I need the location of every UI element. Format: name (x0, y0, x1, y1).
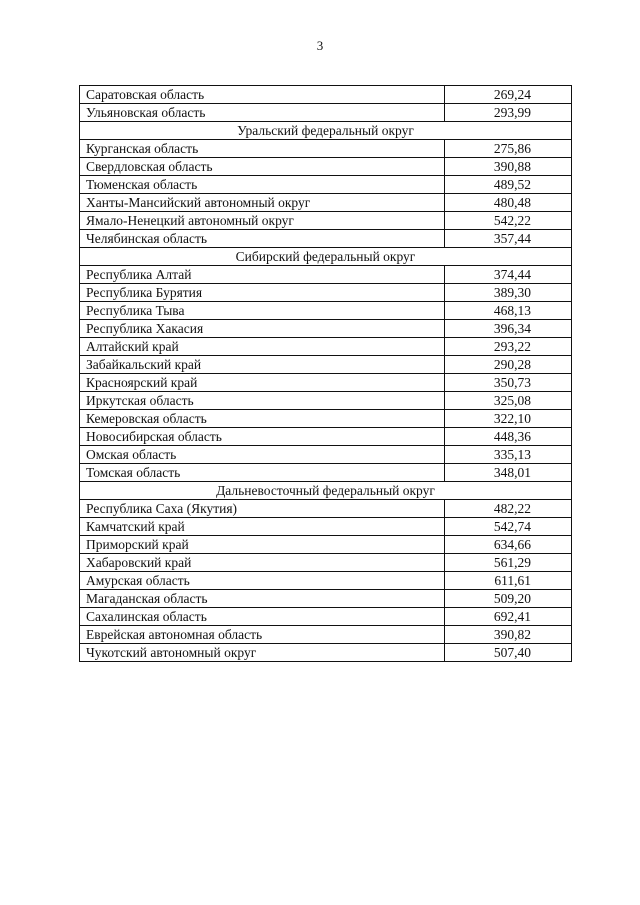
region-name: Саратовская область (80, 86, 445, 104)
table-row (80, 320, 572, 338)
region-value: 348,01 (445, 464, 572, 482)
region-name: Магаданская область (80, 590, 445, 608)
region-name: Республика Саха (Якутия) (80, 500, 445, 518)
region-name: Республика Алтай (80, 266, 445, 284)
region-value: 389,30 (445, 284, 572, 302)
region-name: Ханты-Мансийский автономный округ (80, 194, 445, 212)
region-name: Камчатский край (80, 518, 445, 536)
table-row (80, 572, 572, 590)
region-name: Республика Хакасия (80, 320, 445, 338)
table-row (80, 158, 572, 176)
table-row (80, 410, 572, 428)
region-name: Республика Тыва (80, 302, 445, 320)
region-value: 561,29 (445, 554, 572, 572)
table-row (80, 140, 572, 158)
table-row (80, 500, 572, 518)
region-name: Тюменская область (80, 176, 445, 194)
table-row (80, 392, 572, 410)
region-value: 350,73 (445, 374, 572, 392)
region-name: Свердловская область (80, 158, 445, 176)
district-name: Дальневосточный федеральный округ (80, 482, 572, 500)
table-row (80, 590, 572, 608)
region-value: 448,36 (445, 428, 572, 446)
table-row (80, 464, 572, 482)
table-row (80, 626, 572, 644)
table-row (80, 176, 572, 194)
region-value: 357,44 (445, 230, 572, 248)
region-name: Республика Бурятия (80, 284, 445, 302)
district-header-row (80, 248, 572, 266)
region-name: Забайкальский край (80, 356, 445, 374)
table-row (80, 284, 572, 302)
region-name: Иркутская область (80, 392, 445, 410)
region-values-table (79, 85, 572, 662)
region-value: 611,61 (445, 572, 572, 590)
region-name: Курганская область (80, 140, 445, 158)
region-value: 390,88 (445, 158, 572, 176)
table-row (80, 302, 572, 320)
region-value: 634,66 (445, 536, 572, 554)
region-name: Чукотский автономный округ (80, 644, 445, 662)
table-row (80, 446, 572, 464)
region-name: Еврейская автономная область (80, 626, 445, 644)
region-value: 374,44 (445, 266, 572, 284)
table-row (80, 338, 572, 356)
table-row (80, 230, 572, 248)
region-name: Хабаровский край (80, 554, 445, 572)
region-name: Алтайский край (80, 338, 445, 356)
page-number: 3 (316, 38, 324, 53)
region-name: Приморский край (80, 536, 445, 554)
region-value: 507,40 (445, 644, 572, 662)
table-row (80, 428, 572, 446)
region-value: 290,28 (445, 356, 572, 374)
district-header-row (80, 482, 572, 500)
table-row (80, 86, 572, 104)
region-value: 293,22 (445, 338, 572, 356)
region-name: Ульяновская область (80, 104, 445, 122)
district-header-row (80, 122, 572, 140)
region-value: 322,10 (445, 410, 572, 428)
table-row (80, 644, 572, 662)
region-name: Сахалинская область (80, 608, 445, 626)
region-name: Амурская область (80, 572, 445, 590)
table-row (80, 554, 572, 572)
region-name: Красноярский край (80, 374, 445, 392)
region-value: 293,99 (445, 104, 572, 122)
region-value: 480,48 (445, 194, 572, 212)
region-name: Челябинская область (80, 230, 445, 248)
region-value: 692,41 (445, 608, 572, 626)
region-value: 396,34 (445, 320, 572, 338)
region-name: Ямало-Ненецкий автономный округ (80, 212, 445, 230)
table-row (80, 518, 572, 536)
region-value: 269,24 (445, 86, 572, 104)
table-row (80, 212, 572, 230)
table-row (80, 356, 572, 374)
table-row (80, 536, 572, 554)
region-name: Омская область (80, 446, 445, 464)
region-value: 509,20 (445, 590, 572, 608)
table-row (80, 374, 572, 392)
region-value: 482,22 (445, 500, 572, 518)
table-row (80, 104, 572, 122)
region-value: 489,52 (445, 176, 572, 194)
region-value: 542,22 (445, 212, 572, 230)
region-name: Новосибирская область (80, 428, 445, 446)
region-value: 335,13 (445, 446, 572, 464)
district-name: Сибирский федеральный округ (80, 248, 572, 266)
table-body (80, 86, 572, 662)
region-value: 390,82 (445, 626, 572, 644)
region-value: 325,08 (445, 392, 572, 410)
table-row (80, 266, 572, 284)
table-row (80, 194, 572, 212)
region-value: 275,86 (445, 140, 572, 158)
region-name: Томская область (80, 464, 445, 482)
district-name: Уральский федеральный округ (80, 122, 572, 140)
table-row (80, 608, 572, 626)
region-name: Кемеровская область (80, 410, 445, 428)
region-value: 468,13 (445, 302, 572, 320)
region-value: 542,74 (445, 518, 572, 536)
